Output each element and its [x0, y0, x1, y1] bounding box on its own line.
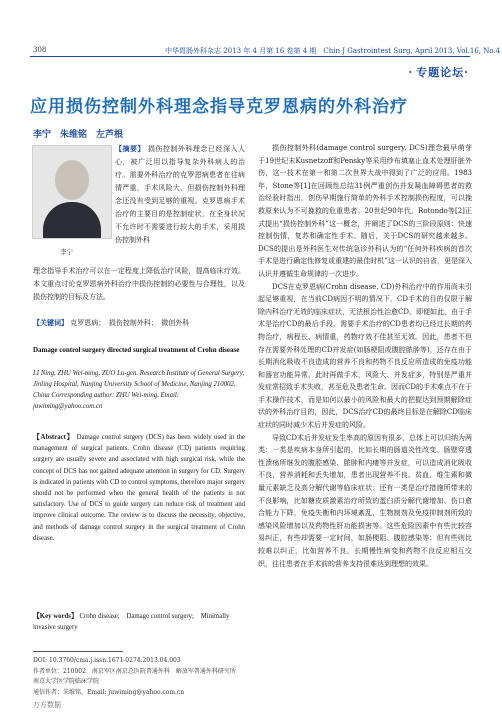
- bullet-dot: ·: [408, 66, 414, 79]
- body-paragraph: 损伤控制外科(damage control surgery, DCS)理念最早萌芽于19世纪末Kusnetzoff和Pensky等采用纱布填塞止血术处理肝脏外伤，这一技术在第一和第二次世界大战中得到了广泛的应用。1983年，Stone等[1]在回顾性总结31例严重创伤并发凝血障碍患者的救治经验时指出，创伤早期施行简单的外科手术控制损伤程度，可以挽救原来认为不可挽救的危重患者。20世纪90年代，Rotondo等[2]正式提出“损伤控制外科”这一概念，并阐述了DCS的三阶段原则：快速控制伤情，复苏和确定性手术。随后，关于DCS的研究越来越多。DCS的提出是外科医生对传统急诊外科认为的“任何外科疾病的首次手术是进行确定性修复或重建的最佳时机”这一认识的自省，更是深入认识并遵循生命规律的一次进步。: [258, 144, 472, 278]
- photo-body: [43, 202, 101, 239]
- running-header: [0, 46, 502, 62]
- abstract-cn-label: 【摘要】: [115, 144, 146, 153]
- english-abstract-label: 【Abstract】: [33, 434, 75, 441]
- english-keywords-label: 【Key words】: [33, 613, 78, 620]
- affiliation-line: 作者单位：210002 南京军区南京总医院普通外科 解放军普通外科研究所 南京大学医学院临床学院: [33, 667, 242, 685]
- contact-line: 通信作者：朱维铭，Email: juwiming@yahoo.com.cn: [33, 688, 185, 696]
- author-photo: [32, 145, 112, 239]
- photo-caption: 李宁: [60, 248, 73, 256]
- watermark: 万方数据: [33, 701, 61, 709]
- column-label: [408, 64, 469, 80]
- author-list: 李宁 朱维铭 左芦根: [33, 130, 124, 140]
- photo-face: [55, 160, 89, 200]
- column-label-text: 专题论坛: [416, 66, 465, 79]
- english-title: Damage control surgery directed surgical treatment of Crohn disease: [33, 346, 240, 354]
- body-paragraph: 导致CD术后并发症发生率高的原因有很多，总体上可以归纳为两类：一类是疾病本身所引起的，比如长期的肠道炎性改变、肠壁穿透性溃疡所继发的腹腔感染、脓肿和内瘘等并发症，可以造成消化吸收不良，营养消耗和丢失增加，患者出现营养不良、贫血、维生素和微量元素缺乏及高分解代谢等临床症状；还有一类是治疗措施所带来的不良影响，比如糖皮质激素治疗所致的蛋白质分解代谢增加、伤口愈合能力下降，免疫失衡和内环境紊乱，生物制剂及免疫抑制剂所致的感染风险增加以及药物性肝功能损害等。这些危险因素中有些比较容易纠正，有些却需要一定时间，如肠梗阻、腹腔感染等；但有些则比较难以纠正，比如营养不良，长期慢性病变和药物不良反应相互交织，往往患者在手术前的营养支持很难达到理想的效果。: [258, 433, 472, 568]
- footnote: [33, 656, 245, 698]
- keywords-cn: [33, 318, 245, 328]
- article-title: 应用损伤控制外科理念指导克罗恩病的外科治疗: [30, 97, 408, 117]
- body-paragraph: DCS在克罗恩病(Crohn disease, CD)外科治疗中的作用尚未引起足够重视，在当前CD病因不明的情况下，CD手术的目的仅限于解除内科治疗无效的临床症状，无法根治性治愈CD。即便如此，由于手术是治疗CD的最后手段，需要手术治疗的CD患者均已经过长期的药物治疗，病程长、病情重，药物疗效不佳甚至无效。因此，患者不但存在需要外科处理的CD并发症(如肠梗阻或腹腔脓肿等)，还存在由于长期消化吸收不良造成的营养不良和药物不良反应所造成的免疫功能和器官功能异常，此时再做手术，风险大、并发症多，特别是严重并发症常招致手术失败，甚至危及患者生命。因而CD的手术难点不在于手术操作技术，而是如何以最小的风险和最大的把握达到预期解除症状的外科治疗目的，因此，DCS治疗CD的最终目标是在解除CD临床症状的同时减少术后并发症的风险。: [258, 282, 472, 430]
- english-keywords: [33, 611, 245, 633]
- doi-line: DOI: 10.3760/cma.j.issn.1671-0274.2013.04.003: [33, 657, 181, 664]
- english-abstract-text: Damage control surgery (DCS) has been widely used in the management of surgical patients. Crohn disease (CD) patients requiring surgery are usually severe and associated with high surgical risk, while the concept of DCS has not gained adequate attention in surgery for CD. Surgery is indicated in patients with CD to control symptoms, therefore major surgery should not be performed when the general health of the patients is not satisfactory. Use of DCS to guide surgery can reduce risk of treatment and improve clinical outcome. The review is to discuss the necessity, objective, and methods of damage control surgery in the surgical treatment of Crohn disease.: [33, 434, 245, 542]
- keywords-cn-label: 【关键词】: [33, 318, 68, 327]
- abstract-cn-top: [115, 142, 245, 247]
- english-keywords-text: Crohn disease; Damage control surgery; Minimally invasive surgery: [33, 613, 230, 632]
- page-number: 308: [33, 46, 47, 54]
- footnote-rule: [33, 651, 123, 652]
- bullet-dot: ·: [464, 66, 469, 79]
- journal-line: 中华胃肠外科杂志 2013 年 4 月第 16 卷第 4 期 Chin J Gastrointest Surg, April 2013, Vol.16, No.4: [165, 47, 501, 55]
- abstract-cn-bottom: 理念指导手术治疗可以在一定程度上降低治疗风险，提高临床疗效。本文重点讨论克罗恩病外科治疗中损伤控制的必要性与合理性，以及损伤控制的目标及方法。: [33, 267, 245, 301]
- english-abstract: [33, 432, 245, 544]
- keywords-cn-text: 克罗恩病； 损伤控制外科； 微创外科: [70, 319, 190, 327]
- body-text: [258, 142, 472, 570]
- header-rule: [30, 56, 470, 57]
- english-authors: LI Ning, ZHU Wei-ming, ZUO Lu-gen. Research Institute of General Surgery, Jinling Hospital, Nanjing University School of Medicine, Nanjing 210002, China Corresponding author: ZHU Wei-ming, Email: juwiming@yahoo.com.cn: [33, 370, 245, 410]
- abstract-cn-text-top: 损伤控制外科理念已经深入人心，被广泛用以指导复杂外科病人的治疗。需要外科治疗的克罗恩病患者在往病情严重，手术风险大，但损伤控制外科理念还没有受到足够的重视。克罗恩病手术治疗的主要目的是控制症状，在全身状况不允许时不需要进行较大的手术，采用损伤控制外科: [115, 145, 245, 244]
